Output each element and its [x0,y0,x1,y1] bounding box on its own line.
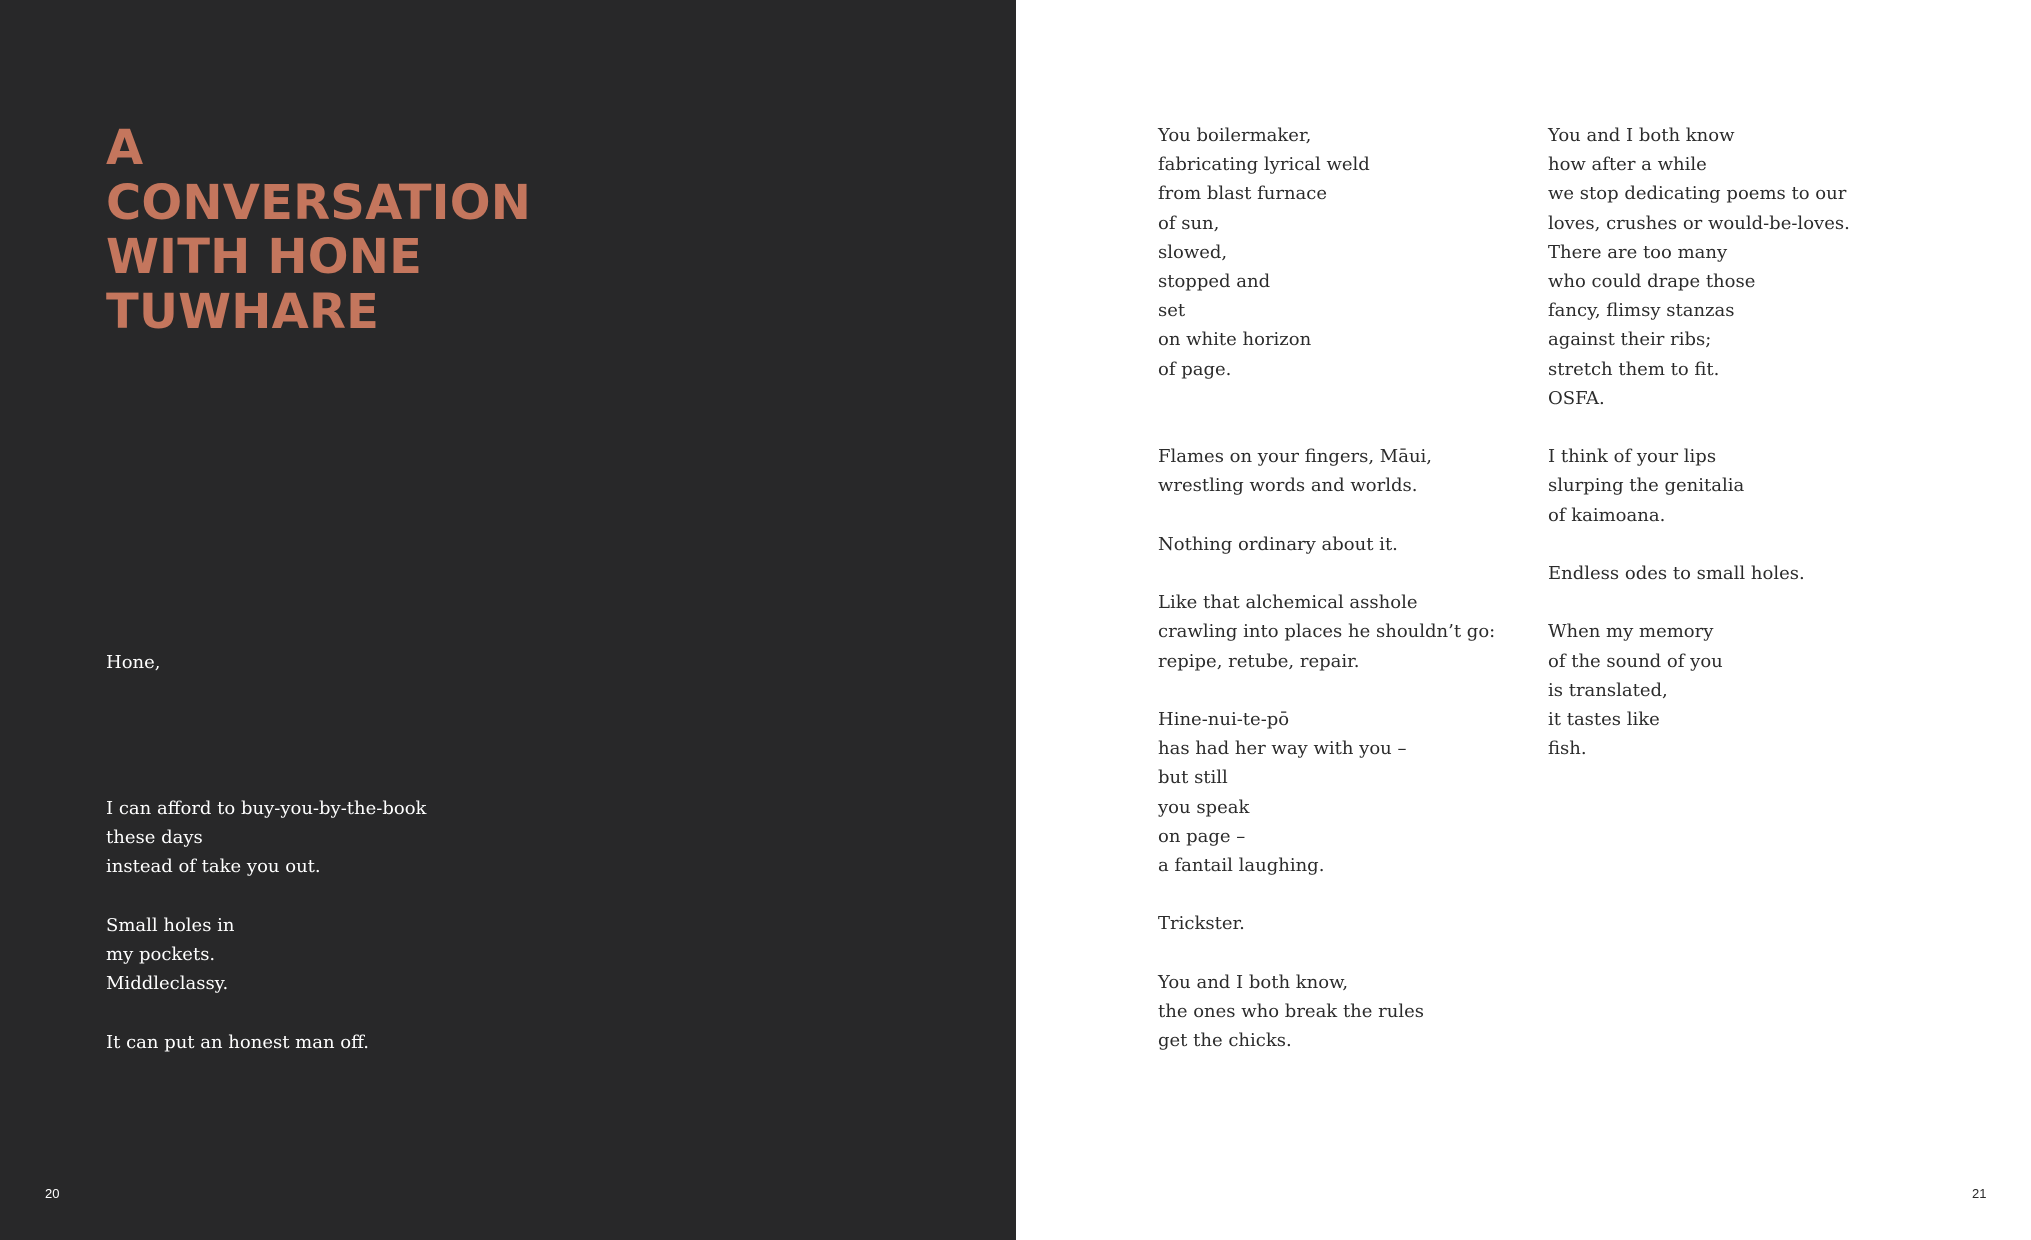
right-poem-column-1 [1158,121,1495,1085]
poem-title [106,121,806,339]
title-line: CONVERSATION [106,174,532,231]
stanza [1158,968,1495,1056]
poem-line: Nothing ordinary about it. [1158,533,1398,555]
poem-line: we stop dedicating poems to our [1548,183,1847,205]
stanza [1158,530,1495,559]
poem-line: slowed, [1158,241,1228,263]
poem-line: You boilermaker, [1158,125,1312,146]
stanza [1158,909,1495,938]
right-poem-column-2 [1548,121,1850,793]
poem-line: from blast furnace [1158,183,1328,205]
poem-line: set [1158,300,1186,322]
poem-line: Endless odes to small holes. [1548,563,1805,585]
poem-line: slurping the genitalia [1548,475,1745,497]
stanza [1158,442,1495,500]
poem-line: you speak [1158,796,1250,818]
poem-line: my pockets. [106,944,216,965]
poem-line: of kaimoana. [1548,504,1666,526]
stanza [1548,442,1850,530]
title-line: TUWHARE [106,283,380,340]
poem-line: You and I both know [1548,125,1735,146]
title-line: A [106,120,144,176]
poem-line: against their ribs; [1548,329,1712,351]
poem-line: Small holes in [106,914,235,936]
poem-line: Middleclassy. [106,973,229,995]
title-line: WITH HONE [106,229,423,285]
poem-line: on page – [1158,825,1246,847]
poem-line: the ones who break the rules [1158,1001,1424,1022]
stanza [106,794,426,882]
stanza [1158,588,1495,676]
poem-line: but still [1158,767,1228,789]
poem-line: wrestling words and worlds. [1158,475,1418,497]
poem-line: of page. [1158,358,1232,380]
poem-line: OSFA. [1548,387,1605,409]
greeting-line: Hone, [106,652,161,673]
poem-line: these days [106,827,203,849]
poem-line: fish. [1548,738,1587,760]
poem-line: stretch them to fit. [1548,358,1720,380]
stanza [1158,705,1495,880]
poem-line: has had her way with you – [1158,738,1407,760]
stanza [106,1028,426,1057]
poem-line: You and I both know, [1158,971,1349,993]
poem-line: who could drape those [1548,271,1756,293]
poem-line: Flames on your fingers, Māui, [1158,446,1433,468]
poem-line: of sun, [1158,212,1220,234]
poem-line: fancy, flimsy stanzas [1548,300,1735,322]
poem-line: crawling into places he shouldn’t go: [1158,621,1496,643]
poem-line: on white horizon [1158,329,1312,351]
poem-line: how after a while [1548,154,1707,176]
poem-line: it tastes like [1548,709,1660,731]
poem-line: loves, crushes or would-be-loves. [1548,212,1850,234]
poem-line: instead of take you out. [106,856,321,878]
page-number-left: 20 [45,1186,60,1201]
page-number-right: 21 [1972,1186,1987,1201]
poem-line: of the sound of you [1548,650,1723,672]
left-poem-body [106,794,426,1086]
poem-line: Like that alchemical asshole [1158,592,1418,614]
poem-line: When my memory [1548,621,1714,643]
poem-line: Trickster. [1158,913,1245,935]
poem-line: I can afford to buy-you-by-the-book [106,798,427,819]
greeting [106,648,161,677]
poem-line: fabricating lyrical weld [1158,154,1370,176]
stanza [1548,617,1850,763]
poem-line: stopped and [1158,271,1271,293]
stanza [1548,559,1850,588]
poem-line: repipe, retube, repair. [1158,650,1360,672]
poem-line: It can put an honest man off. [106,1031,369,1053]
poem-line: a fantail laughing. [1158,855,1325,877]
stanza [106,911,426,999]
poem-line: I think of your lips [1548,446,1717,468]
stanza [1158,121,1495,384]
poem-line: Hine-nui-te-pō [1158,709,1290,730]
poem-line: is translated, [1548,679,1668,701]
stanza [1548,121,1850,413]
poem-line: There are too many [1548,241,1728,263]
poem-line: get the chicks. [1158,1030,1292,1052]
